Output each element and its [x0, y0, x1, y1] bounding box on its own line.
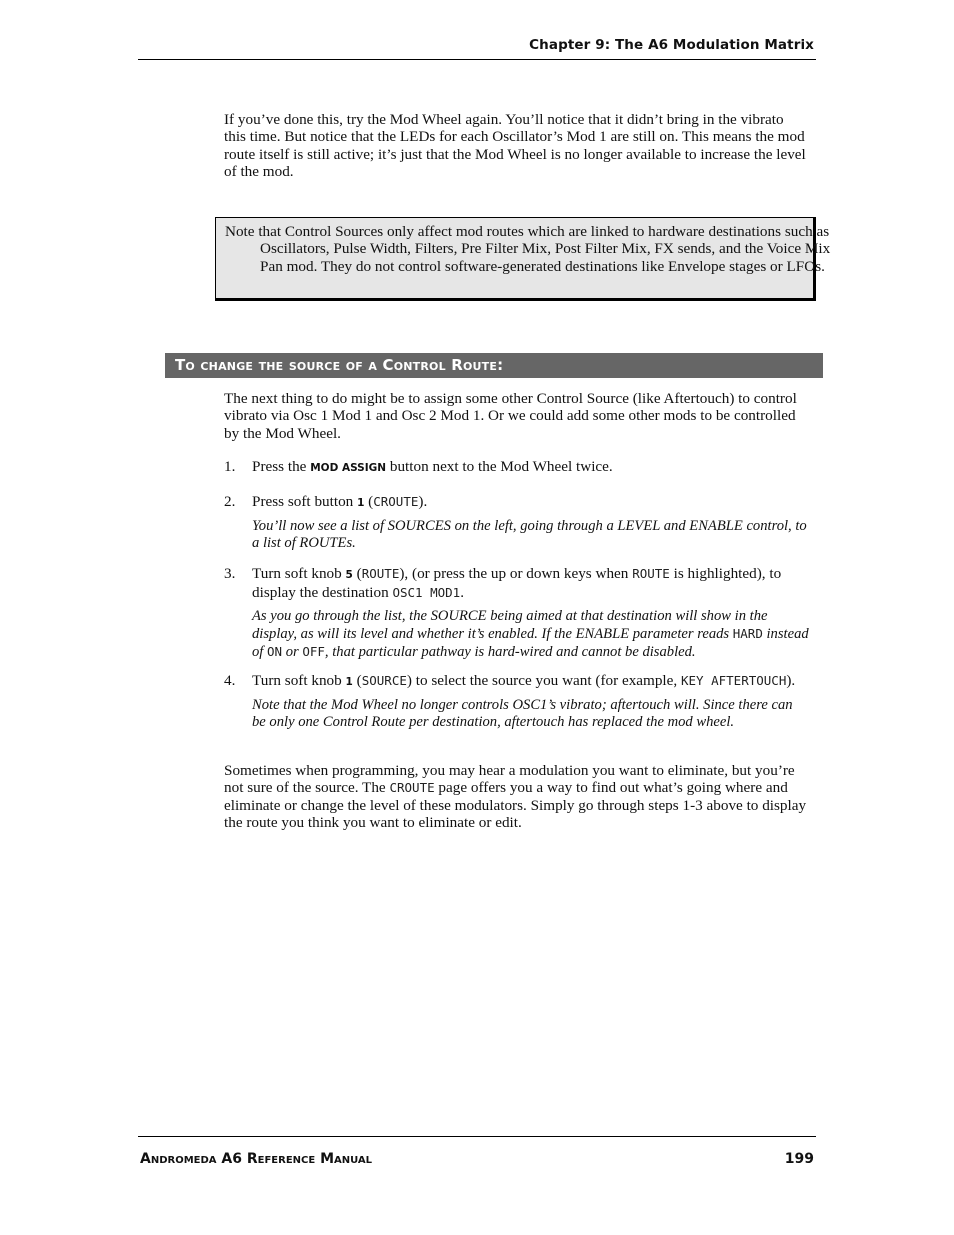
step-number: 1.: [224, 458, 236, 475]
header-rule: [138, 59, 816, 60]
subnote-text: instead of: [252, 625, 809, 660]
subnote-text: As you go through the list, the SOURCE being aimed at that destination will show in the display, as will its level and whether it’s enabled. If the ENABLE parameter reads: [252, 607, 768, 642]
closing-paragraph: [224, 762, 809, 831]
step-2: [224, 493, 809, 552]
lcd-text: ON: [267, 643, 283, 659]
step-text: ).: [786, 672, 796, 689]
step-number: 4.: [224, 672, 236, 689]
step-subnote: Note that the Mod Wheel no longer controls OSC1’s vibrato; aftertouch will. Since there can be only one Control Route per destination, aftertouch has replaced the mod wheel.: [252, 697, 793, 731]
step-text: Turn soft knob: [252, 565, 346, 582]
step-subnote: You’ll now see a list of SOURCES on the left, going through a LEVEL and ENABLE control, to a list of ROUTEs.: [252, 518, 807, 552]
step-4: [224, 672, 809, 731]
step-number: 2.: [224, 493, 236, 510]
step-1: [224, 458, 809, 477]
step-3: [224, 565, 809, 661]
step-text: Press soft button: [252, 493, 358, 510]
step-text: Turn soft knob: [252, 672, 346, 689]
page-number: 199: [784, 1151, 814, 1167]
closing-text: Sometimes when programming, you may hear a modulation you want to eliminate, but you’re not sure of the source. The: [224, 762, 795, 797]
lcd-text: CROUTE: [389, 780, 435, 796]
soft-knob-key: 1: [345, 676, 353, 688]
section-intro: The next thing to do might be to assign some other Control Source (like Aftertouch) to control vibrato via Osc 1 Mod 1 and Osc 2 Mod 1. Or we could add some other mods to be controlled by the Mod Wheel.: [224, 390, 797, 442]
lcd-text: ROUTE: [632, 566, 670, 581]
note-text: Note that Control Sources only affect mod routes which are linked to hardware destinations such as Oscillators, Pulse Width, Filters, Pre Filter Mix, Post Filter Mix, FX sends, and the Voice Mix Pan mod. They do not control software-generated destinations like Envelope stages or LFOs.: [225, 223, 831, 275]
step-text: (: [352, 672, 362, 689]
lcd-text: ROUTE: [361, 566, 400, 581]
soft-button-key: 1: [357, 497, 365, 509]
mod-assign-key: MOD ASSIGN: [310, 462, 387, 474]
step-text: is highlighted), to display the destination: [252, 565, 782, 602]
section-title: To change the source of a Control Route:: [165, 353, 823, 378]
lcd-text: OFF: [302, 643, 325, 659]
lcd-text: KEY AFTERTOUCH: [681, 673, 787, 688]
lcd-text: OSC1 MOD1: [392, 585, 461, 601]
step-text: .: [460, 584, 464, 602]
subnote-text: or: [282, 643, 303, 660]
footer-title: Andromeda A6 Reference Manual: [140, 1151, 373, 1167]
subnote-text: , that particular pathway is hard-wired and cannot be disabled.: [324, 643, 696, 660]
step-text: ) to select the source you want (for example,: [406, 672, 681, 689]
closing-text: page offers you a way to find out what’s going where and eliminate or change the level of these modulators. Simply go through steps 1-3 above to display the route you think you want to eliminate or edit.: [224, 779, 807, 831]
step-text: (: [352, 565, 362, 582]
step-text: ).: [418, 493, 428, 510]
lcd-text: HARD: [732, 625, 763, 641]
step-text: Press the: [252, 458, 311, 475]
chapter-header: Chapter 9: The A6 Modulation Matrix: [529, 37, 814, 53]
step-text: button next to the Mod Wheel twice.: [386, 458, 613, 475]
step-text: ), (or press the up or down keys when: [399, 565, 633, 582]
note-box: [215, 217, 831, 301]
step-number: 3.: [224, 565, 236, 582]
step-subnote: [252, 608, 809, 661]
lcd-text: CROUTE: [373, 494, 419, 509]
footer-rule: [138, 1136, 816, 1137]
step-text: (: [364, 493, 374, 510]
intro-paragraph: If you’ve done this, try the Mod Wheel again. You’ll notice that it didn’t bring in the vibrato this time. But notice that the LEDs for each Oscillator’s Mod 1 are still on. This means the mod route itself is still active; it’s just that the Mod Wheel is no longer available to increase the level of the mod.: [224, 111, 806, 180]
soft-knob-key: 5: [345, 569, 353, 581]
lcd-text: SOURCE: [361, 673, 407, 688]
